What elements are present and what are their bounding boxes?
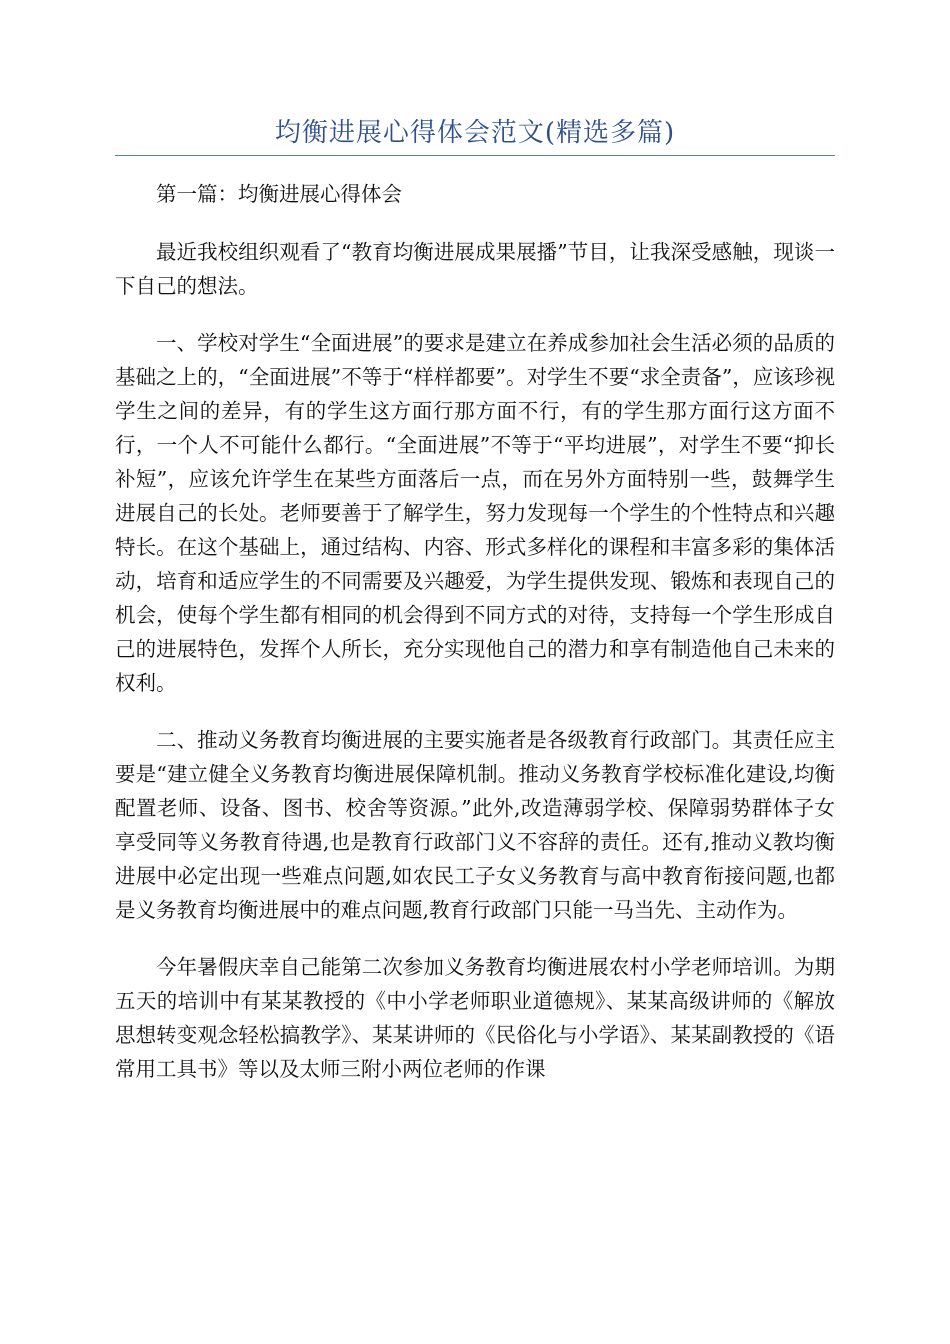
paragraph-intro: 最近我校组织观看了“教育均衡进展成果展播”节目，让我深受感触，现谈一下自己的想法。 bbox=[115, 240, 835, 298]
paragraph-point-two: 二、推动义务教育均衡进展的主要实施者是各级教育行政部门。其责任应主要是“建立健全义务教育均衡进展保障机制。推动义务教育学校标准化建设,均衡配置老师、设备、图书、校舍等资源。”此外,改造薄弱学校、保障弱势群体子女享受同等义务教育待遇,也是教育行政部门义不容辞的责任。还有,推动义教均衡进展中必定出现一些难点问题,如农民工子女义务教育与高中教育衔接问题,也都是义务教育均衡进展中的难点问题,教育行政部门只能一马当先、主动作为。 bbox=[115, 728, 835, 922]
paragraph-training: 今年暑假庆幸自己能第二次参加义务教育均衡进展农村小学老师培训。为期五天的培训中有某某教授的《中小学老师职业道德规》、某某高级讲师的《解放思想转变观念轻松搞教学》、某某讲师的《民俗化与小学语》、某某副教授的《语常用工具书》等以及太师三附小两位老师的作课 bbox=[115, 955, 835, 1081]
document-body bbox=[115, 177, 835, 1109]
document-title: 均衡进展心得体会范文(精选多篇) bbox=[274, 118, 676, 148]
title-divider bbox=[115, 155, 835, 156]
section-heading: 第一篇：均衡进展心得体会 bbox=[156, 182, 402, 206]
paragraph-point-one: 一、学校对学生“全面进展”的要求是建立在养成参加社会生活必须的品质的基础之上的，“全面进展”不等于“样样都要”。对学生不要“求全责备”，应该珍视学生之间的差异，有的学生这方面行那方面不行，有的学生那方面行这方面不行，一个人不可能什么都行。“全面进展”不等于“平均进展”，对学生不要“抑长补短”，应该允许学生在某些方面落后一点，而在另外方面特别一些，鼓舞学生进展自己的长处。老师要善于了解学生，努力发现每一个学生的个性特点和兴趣特长。在这个基础上，通过结构、内容、形式多样化的课程和丰富多彩的集体活动，培育和适应学生的不同需要及兴趣爱，为学生提供发现、锻炼和表现自己的机会，使每个学生都有相同的机会得到不同方式的对待，支持每一个学生形成自己的进展特色，发挥个人所长，充分实现他自己的潜力和享有制造他自己未来的权利。 bbox=[115, 331, 835, 695]
